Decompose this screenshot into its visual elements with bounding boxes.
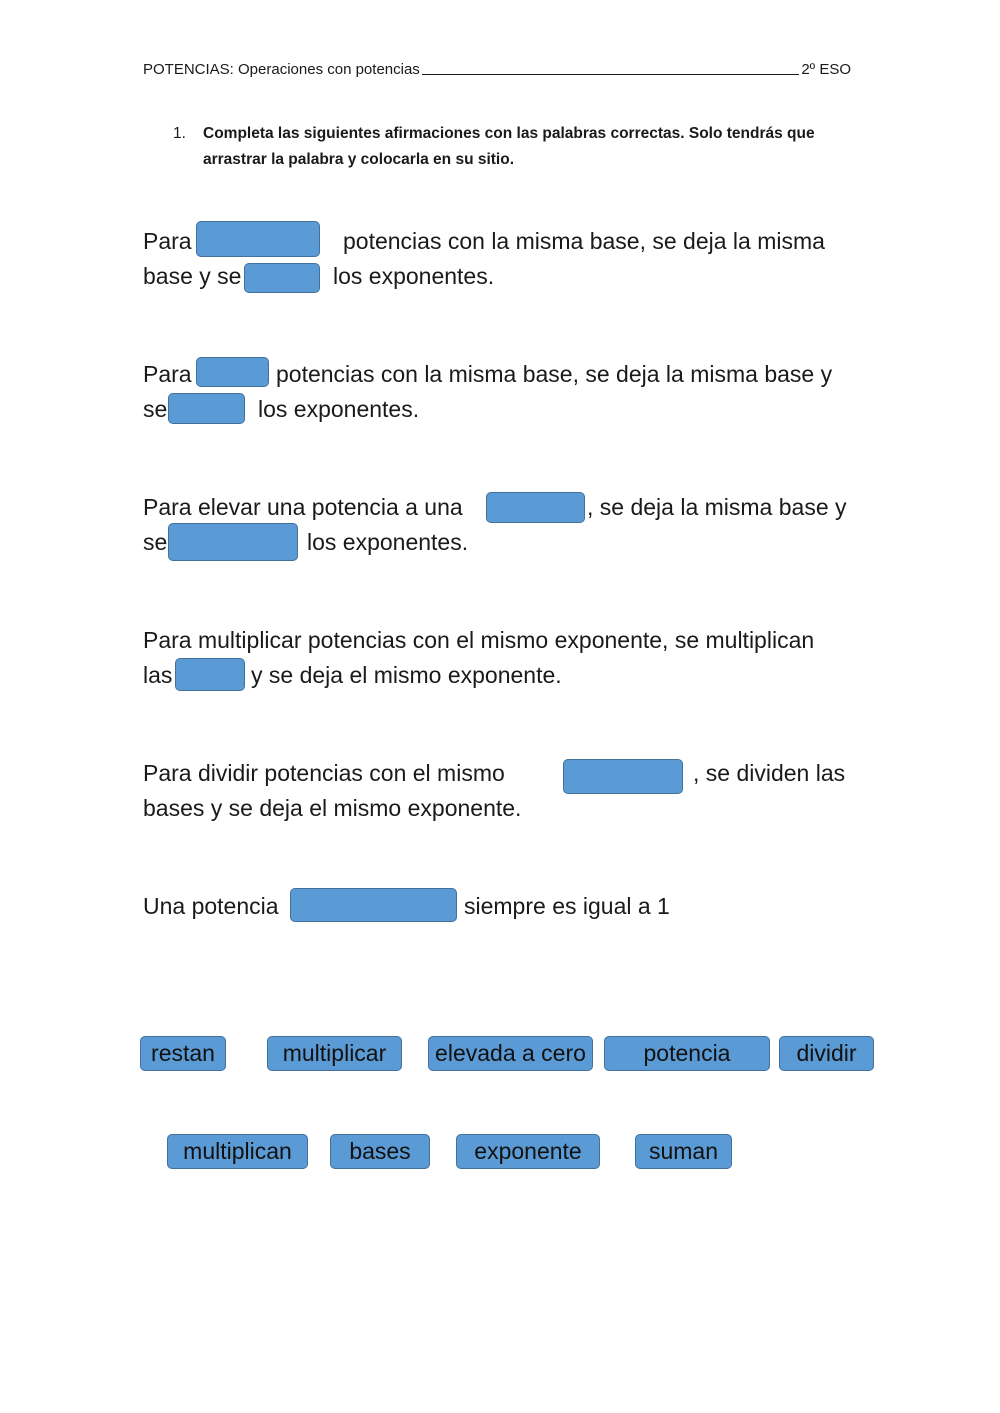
word-chip-suman[interactable]: suman (635, 1134, 732, 1169)
word-chip-multiplican[interactable]: multiplican (167, 1134, 308, 1169)
instruction-number: 1. (173, 125, 186, 142)
header-grade: 2º ESO (801, 61, 851, 78)
header-rule (422, 61, 800, 75)
word-chip-restan[interactable]: restan (140, 1036, 226, 1071)
sentence-2-text-d: los exponentes. (258, 396, 420, 422)
sentence-1-text-b: potencias con la misma base, se deja la misma (343, 228, 825, 254)
page-header (143, 61, 851, 78)
drop-slot-4[interactable] (175, 658, 245, 691)
sentence-5-text-b: , se dividen las (693, 760, 846, 786)
drop-slot-6[interactable] (290, 888, 457, 922)
sentence-5-text-a: Para dividir potencias con el mismo (143, 760, 505, 786)
sentence-5-text-c: bases y se deja el mismo exponente. (143, 795, 522, 821)
sentence-2-text-c: se (143, 396, 168, 422)
sentence-1-text-d: los exponentes. (333, 263, 495, 289)
sentence-3-text-d: los exponentes. (307, 529, 469, 555)
drop-slot-3b[interactable] (168, 523, 298, 561)
sentence-1-text-c: base y se (143, 263, 242, 289)
drop-slot-2b[interactable] (168, 393, 245, 424)
sentence-4-text-b: las (143, 662, 173, 688)
sentence-2-text-b: potencias con la misma base, se deja la misma base y (276, 361, 833, 387)
word-chip-multiplicar[interactable]: multiplicar (267, 1036, 402, 1071)
word-chip-potencia[interactable]: potencia (604, 1036, 770, 1071)
word-chip-dividir[interactable]: dividir (779, 1036, 874, 1071)
sentence-1-text-a: Para (143, 228, 192, 254)
instructions (173, 121, 863, 173)
sentence-6-text-a: Una potencia (143, 893, 279, 919)
sentence-2-text-a: Para (143, 361, 192, 387)
word-chip-bases[interactable]: bases (330, 1134, 430, 1169)
sentence-3-text-b: , se deja la misma base y (587, 494, 847, 520)
drop-slot-5[interactable] (563, 759, 683, 794)
sentence-3-text-c: se (143, 529, 168, 555)
sentence-4-text-c: y se deja el mismo exponente. (251, 662, 562, 688)
sentence-6-text-b: siempre es igual a 1 (464, 893, 670, 919)
drop-slot-1b[interactable] (244, 263, 320, 293)
drop-slot-2a[interactable] (196, 357, 269, 387)
header-title: POTENCIAS: Operaciones con potencias (143, 61, 420, 78)
drop-slot-1a[interactable] (196, 221, 320, 257)
word-chip-exponente[interactable]: exponente (456, 1134, 600, 1169)
word-chip-elevada-a-cero[interactable]: elevada a cero (428, 1036, 593, 1071)
instruction-text: Completa las siguientes afirmaciones con las palabras correctas. Solo tendrás que arrastrar la palabra y colocarla en su sitio. (203, 125, 815, 168)
drop-slot-3a[interactable] (486, 492, 585, 523)
sentence-3-text-a: Para elevar una potencia a una (143, 494, 463, 520)
sentence-4-text-a: Para multiplicar potencias con el mismo exponente, se multiplican (143, 627, 815, 653)
